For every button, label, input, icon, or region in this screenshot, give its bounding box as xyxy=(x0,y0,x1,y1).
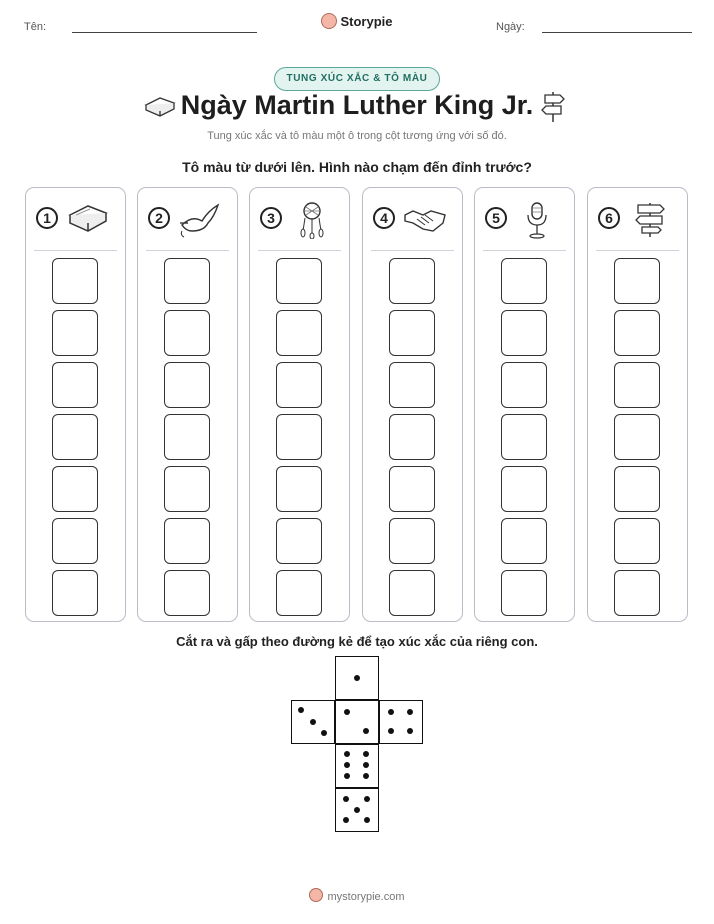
dreamcatcher-icon xyxy=(290,201,334,239)
color-cell[interactable] xyxy=(164,466,210,512)
color-cell[interactable] xyxy=(52,518,98,564)
brand-logo xyxy=(0,13,714,29)
color-cell[interactable] xyxy=(389,466,435,512)
color-cell[interactable] xyxy=(52,466,98,512)
instruction-bottom: Cắt ra và gấp theo đường kẻ để tạo xúc xắc của riêng con. xyxy=(176,634,538,649)
color-cell[interactable] xyxy=(389,258,435,304)
name-line[interactable] xyxy=(72,32,257,33)
column-number: 4 xyxy=(373,207,395,229)
column-number: 6 xyxy=(598,207,620,229)
activity-badge: TUNG XÚC XẮC & TÔ MÀU xyxy=(274,67,440,91)
column-2 xyxy=(137,187,238,622)
page-title: Ngày Martin Luther King Jr. xyxy=(180,90,534,120)
color-cell[interactable] xyxy=(164,258,210,304)
color-cell[interactable] xyxy=(276,466,322,512)
color-cell[interactable] xyxy=(501,414,547,460)
dice-pip xyxy=(344,751,350,757)
footer-url[interactable]: mystorypie.com xyxy=(327,891,405,903)
dice-pip xyxy=(388,709,394,715)
color-cell[interactable] xyxy=(389,518,435,564)
brand-name: Storypie xyxy=(340,14,393,29)
color-cell[interactable] xyxy=(164,570,210,616)
color-cell[interactable] xyxy=(501,570,547,616)
color-cell[interactable] xyxy=(614,414,660,460)
dice-pip xyxy=(343,796,349,802)
dice-face-3 xyxy=(291,700,335,744)
dice-pip xyxy=(364,796,370,802)
column-number: 3 xyxy=(260,207,282,229)
color-cell[interactable] xyxy=(52,258,98,304)
dice-face-4 xyxy=(379,700,423,744)
signpost-icon xyxy=(540,90,566,124)
column-divider xyxy=(483,250,566,251)
color-cell[interactable] xyxy=(389,414,435,460)
pig-icon xyxy=(309,888,323,902)
dice-pip xyxy=(310,719,316,725)
column-divider xyxy=(371,250,454,251)
dice-pip xyxy=(363,762,369,768)
date-line[interactable] xyxy=(542,32,692,33)
color-cell[interactable] xyxy=(614,466,660,512)
color-cell[interactable] xyxy=(52,414,98,460)
dice-pip xyxy=(354,675,360,681)
column-number: 5 xyxy=(485,207,507,229)
color-cell[interactable] xyxy=(614,258,660,304)
color-cell[interactable] xyxy=(52,570,98,616)
subtitle: Tung xúc xắc và tô màu một ô trong cột tương ứng với số đó. xyxy=(207,130,507,142)
dice-face-6 xyxy=(335,744,379,788)
color-cell[interactable] xyxy=(501,310,547,356)
color-cell[interactable] xyxy=(276,310,322,356)
dice-face-1 xyxy=(335,656,379,700)
dice-face-2 xyxy=(335,700,379,744)
date-label: Ngày: xyxy=(496,21,525,33)
pig-icon xyxy=(321,13,337,29)
column-divider xyxy=(146,250,229,251)
book-icon xyxy=(66,201,110,239)
color-cell[interactable] xyxy=(276,362,322,408)
dice-pip xyxy=(298,707,304,713)
color-cell[interactable] xyxy=(164,518,210,564)
color-cell[interactable] xyxy=(614,310,660,356)
column-number: 2 xyxy=(148,207,170,229)
instruction-top: Tô màu từ dưới lên. Hình nào chạm đến đỉnh trước? xyxy=(182,159,532,175)
dice-pip xyxy=(344,762,350,768)
dice-pip xyxy=(321,730,327,736)
dice-pip xyxy=(407,728,413,734)
column-divider xyxy=(596,250,679,251)
color-cell[interactable] xyxy=(164,414,210,460)
column-divider xyxy=(34,250,117,251)
color-cell[interactable] xyxy=(276,414,322,460)
color-cell[interactable] xyxy=(164,362,210,408)
column-3 xyxy=(249,187,350,622)
signpost-icon xyxy=(628,201,672,239)
color-cell[interactable] xyxy=(164,310,210,356)
color-cell[interactable] xyxy=(389,310,435,356)
column-divider xyxy=(258,250,341,251)
color-cell[interactable] xyxy=(276,518,322,564)
color-cell[interactable] xyxy=(614,362,660,408)
handshake-icon xyxy=(403,201,447,239)
dice-pip xyxy=(363,773,369,779)
dice-pip xyxy=(354,807,360,813)
dice-pip xyxy=(407,709,413,715)
dice-pip xyxy=(364,817,370,823)
dove-icon xyxy=(178,201,222,239)
dice-pip xyxy=(363,751,369,757)
column-4 xyxy=(362,187,463,622)
dice-pip xyxy=(344,773,350,779)
dice-pip xyxy=(388,728,394,734)
color-cell[interactable] xyxy=(52,310,98,356)
color-cell[interactable] xyxy=(614,518,660,564)
color-cell[interactable] xyxy=(389,362,435,408)
footer xyxy=(0,888,714,903)
color-cell[interactable] xyxy=(501,362,547,408)
dice-pip xyxy=(343,817,349,823)
color-cell[interactable] xyxy=(389,570,435,616)
color-cell[interactable] xyxy=(614,570,660,616)
column-5 xyxy=(474,187,575,622)
dice-pip xyxy=(344,709,350,715)
column-number: 1 xyxy=(36,207,58,229)
color-cell[interactable] xyxy=(501,258,547,304)
color-cell[interactable] xyxy=(276,570,322,616)
microphone-icon xyxy=(515,201,559,239)
color-cell[interactable] xyxy=(276,258,322,304)
color-cell[interactable] xyxy=(501,466,547,512)
name-label: Tên: xyxy=(24,21,47,33)
dice-face-5 xyxy=(335,788,379,832)
column-1 xyxy=(25,187,126,622)
color-cell[interactable] xyxy=(52,362,98,408)
color-cell[interactable] xyxy=(501,518,547,564)
column-6 xyxy=(587,187,688,622)
dice-pip xyxy=(363,728,369,734)
